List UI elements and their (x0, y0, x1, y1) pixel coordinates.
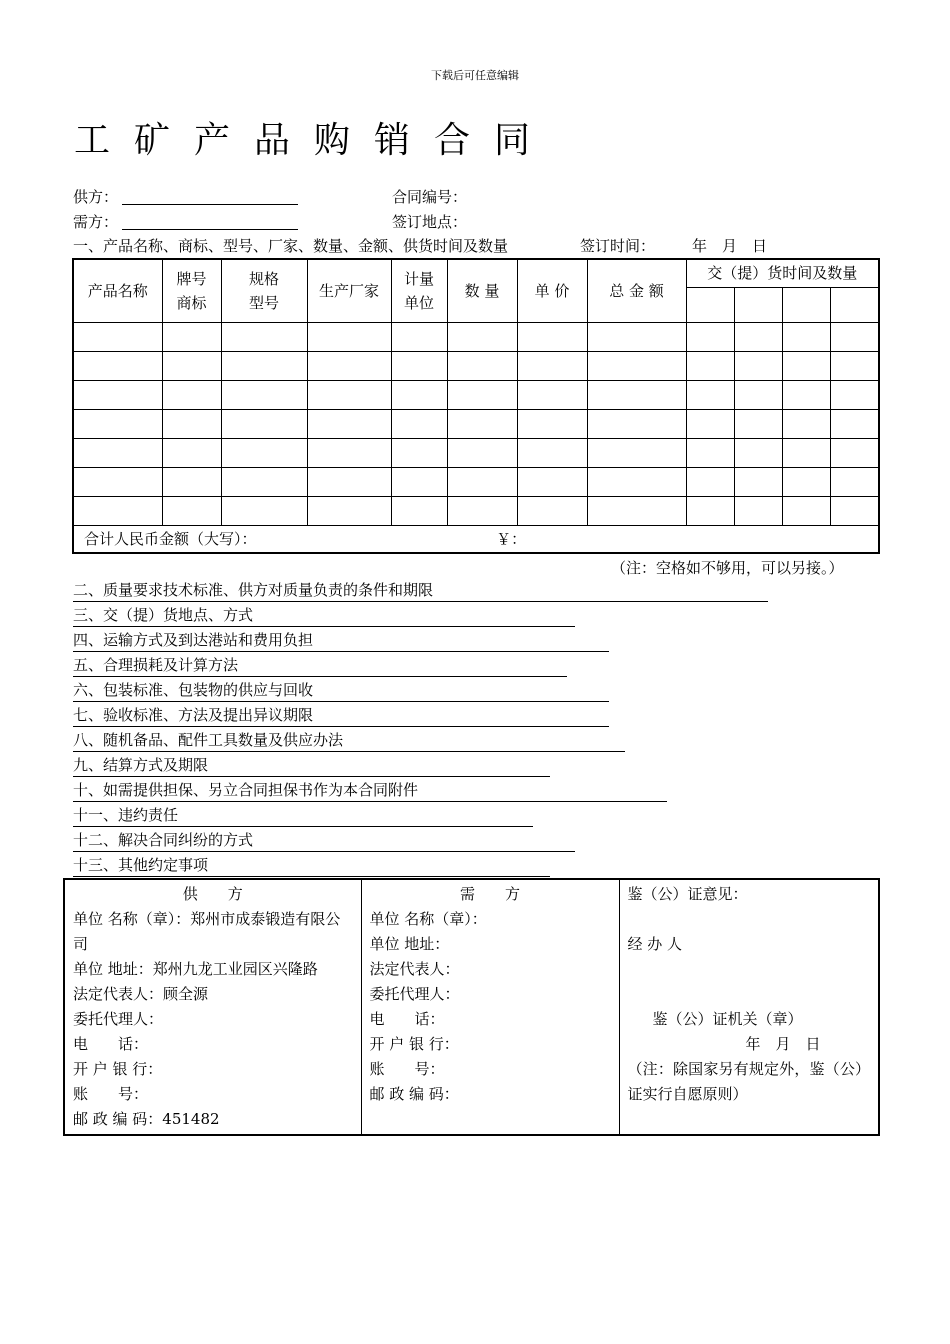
col-total-amount: 总 金 额 (587, 259, 686, 323)
supplier-agent: 委托代理人： (73, 1010, 164, 1028)
table-cell[interactable] (391, 381, 447, 410)
table-cell[interactable] (221, 352, 307, 381)
table-cell[interactable] (307, 381, 391, 410)
supplier-legal-rep: 法定代表人：顾全源 (73, 985, 209, 1003)
table-cell[interactable] (162, 381, 221, 410)
table-cell[interactable] (587, 410, 686, 439)
buyer-address: 单位 地址： (369, 935, 450, 953)
table-cell[interactable] (686, 323, 734, 352)
notary-handler: 经 办 人 (627, 935, 683, 953)
table-cell[interactable] (73, 323, 162, 352)
table-cell[interactable] (162, 439, 221, 468)
delivery-subcell[interactable] (782, 287, 830, 322)
table-cell[interactable] (734, 323, 782, 352)
table-cell[interactable] (686, 410, 734, 439)
table-cell[interactable] (517, 497, 587, 526)
table-row (73, 352, 879, 381)
buyer-heading: 需 方 (459, 885, 520, 903)
clause-8: 八、随机备品、配件工具数量及供应办法 (73, 729, 625, 752)
table-cell[interactable] (307, 323, 391, 352)
table-cell[interactable] (73, 381, 162, 410)
table-cell[interactable] (447, 497, 517, 526)
table-cell[interactable] (447, 381, 517, 410)
clause-2: 二、质量要求技术标准、供方对质量负责的条件和期限 (73, 579, 768, 602)
clause-7: 七、验收标准、方法及提出异议期限 (73, 704, 609, 727)
table-cell[interactable] (517, 323, 587, 352)
delivery-subcell[interactable] (686, 287, 734, 322)
table-cell[interactable] (782, 410, 830, 439)
clause-10: 十、如需提供担保、另立合同担保书作为本合同附件 (73, 779, 667, 802)
table-cell[interactable] (830, 439, 879, 468)
buyer-account: 账 号： (369, 1060, 445, 1078)
table-cell[interactable] (587, 352, 686, 381)
table-cell[interactable] (517, 381, 587, 410)
table-cell[interactable] (782, 381, 830, 410)
notary-date: 年 月 日 (745, 1035, 821, 1053)
table-cell[interactable] (782, 468, 830, 497)
table-cell[interactable] (686, 497, 734, 526)
page-title: 工矿产品购销合同 (74, 120, 555, 161)
clause-9: 九、结算方式及期限 (73, 754, 550, 777)
clause-6: 六、包装标准、包装物的供应与回收 (73, 679, 609, 702)
total-label: 合计人民币金额（大写）： (84, 530, 257, 548)
col-brand: 牌号 商标 (162, 259, 221, 323)
sign-place-label: 签订地点： (392, 213, 468, 231)
table-row (73, 497, 879, 526)
table-cell[interactable] (686, 468, 734, 497)
sign-time-label: 签订时间： (580, 237, 656, 255)
table-cell[interactable] (830, 497, 879, 526)
table-cell[interactable] (391, 439, 447, 468)
table-cell[interactable] (391, 497, 447, 526)
table-cell[interactable] (447, 323, 517, 352)
notary-block (619, 879, 879, 1135)
col-product-name: 产品名称 (73, 259, 162, 323)
table-cell[interactable] (734, 497, 782, 526)
clause-11: 十一、违约责任 (73, 804, 533, 827)
notary-opinion: 鉴（公）证意见： (627, 885, 748, 903)
table-cell[interactable] (830, 352, 879, 381)
table-cell[interactable] (162, 410, 221, 439)
table-cell[interactable] (686, 381, 734, 410)
table-cell[interactable] (307, 352, 391, 381)
col-delivery-header: 交（提）货时间及数量 (686, 259, 879, 287)
table-cell[interactable] (307, 497, 391, 526)
table-cell[interactable] (162, 468, 221, 497)
table-cell[interactable] (447, 468, 517, 497)
table-cell[interactable] (73, 352, 162, 381)
table-cell[interactable] (391, 468, 447, 497)
table-cell[interactable] (734, 381, 782, 410)
section-1-heading: 一、产品名称、商标、型号、厂家、数量、金额、供货时间及数量 (73, 237, 509, 255)
supplier-heading: 供 方 (182, 885, 243, 903)
table-cell[interactable] (830, 381, 879, 410)
clause-5: 五、合理损耗及计算方法 (73, 654, 567, 677)
clause-4: 四、运输方式及到达港站和费用负担 (73, 629, 609, 652)
table-cell[interactable] (73, 439, 162, 468)
table-cell[interactable] (517, 410, 587, 439)
table-cell[interactable] (517, 352, 587, 381)
buyer-postcode: 邮 政 编 码： (369, 1085, 459, 1103)
table-row (73, 323, 879, 352)
supplier-address: 单位 地址：郑州九龙工业园区兴隆路 (73, 960, 318, 978)
table-cell[interactable] (830, 468, 879, 497)
table-cell[interactable] (782, 439, 830, 468)
table-cell[interactable] (587, 497, 686, 526)
col-unit: 计量 单位 (391, 259, 447, 323)
contract-no-label: 合同编号： (392, 188, 468, 206)
sign-date: 年 月 日 (692, 237, 768, 255)
supplier-postcode: 邮 政 编 码：451482 (73, 1110, 220, 1128)
table-cell[interactable] (307, 410, 391, 439)
table-cell[interactable] (391, 410, 447, 439)
table-cell[interactable] (307, 468, 391, 497)
notary-authority: 鉴（公）证机关（章） (652, 1010, 803, 1028)
table-cell[interactable] (587, 468, 686, 497)
table-cell[interactable] (162, 352, 221, 381)
table-body (73, 323, 879, 526)
table-cell[interactable] (587, 323, 686, 352)
buyer-phone: 电 话： (369, 1010, 445, 1028)
table-cell[interactable] (782, 497, 830, 526)
col-quantity: 数 量 (447, 259, 517, 323)
product-table (72, 258, 880, 554)
table-cell[interactable] (73, 410, 162, 439)
table-row (73, 381, 879, 410)
clause-3: 三、交（提）货地点、方式 (73, 604, 575, 627)
total-yen: ￥： (496, 530, 527, 548)
table-cell[interactable] (782, 352, 830, 381)
table-cell[interactable] (734, 468, 782, 497)
supplier-phone: 电 话： (73, 1035, 149, 1053)
table-cell[interactable] (221, 410, 307, 439)
table-row (73, 439, 879, 468)
table-cell[interactable] (162, 497, 221, 526)
table-cell[interactable] (734, 352, 782, 381)
table-cell[interactable] (830, 323, 879, 352)
table-cell[interactable] (686, 439, 734, 468)
table-cell[interactable] (782, 323, 830, 352)
table-cell[interactable] (391, 352, 447, 381)
table-cell[interactable] (73, 497, 162, 526)
col-manufacturer: 生产厂家 (307, 259, 391, 323)
col-unit-price: 单 价 (517, 259, 587, 323)
buyer-field[interactable] (122, 229, 298, 230)
table-cell[interactable] (221, 439, 307, 468)
supplier-field[interactable] (122, 204, 298, 205)
buyer-legal-rep: 法定代表人： (369, 960, 460, 978)
table-cell[interactable] (221, 323, 307, 352)
table-cell[interactable] (73, 468, 162, 497)
supplier-name: 单位 名称（章）：郑州市成泰锻造有限公司 (73, 910, 341, 953)
table-cell[interactable] (162, 323, 221, 352)
table-cell[interactable] (221, 468, 307, 497)
buyer-label: 需方： (73, 213, 119, 231)
total-row (73, 526, 879, 554)
clause-12: 十二、解决合同纠纷的方式 (73, 829, 575, 852)
table-cell[interactable] (307, 439, 391, 468)
buyer-name: 单位 名称（章）： (369, 910, 487, 928)
table-cell[interactable] (391, 323, 447, 352)
page-header: 下载后可任意编辑 (431, 69, 519, 82)
table-cell[interactable] (587, 439, 686, 468)
delivery-subcell[interactable] (830, 287, 879, 322)
notary-note: （注：除国家另有规定外，鉴（公）证实行自愿原则） (627, 1060, 870, 1103)
table-note: （注：空格如不够用，可以另接。） (611, 559, 844, 577)
supplier-account: 账 号： (73, 1085, 149, 1103)
col-spec: 规格 型号 (221, 259, 307, 323)
supplier-label: 供方： (73, 188, 119, 206)
buyer-agent: 委托代理人： (369, 985, 460, 1003)
signature-table (63, 878, 880, 1136)
table-cell[interactable] (734, 439, 782, 468)
table-cell[interactable] (447, 439, 517, 468)
table-row (73, 410, 879, 439)
table-cell[interactable] (587, 381, 686, 410)
clause-13: 十三、其他约定事项 (73, 854, 550, 877)
table-cell[interactable] (517, 468, 587, 497)
table-cell[interactable] (221, 381, 307, 410)
table-cell[interactable] (447, 410, 517, 439)
buyer-block (361, 879, 619, 1135)
table-cell[interactable] (686, 352, 734, 381)
supplier-bank: 开 户 银 行： (73, 1060, 163, 1078)
table-cell[interactable] (830, 410, 879, 439)
buyer-bank: 开 户 银 行： (369, 1035, 459, 1053)
table-cell[interactable] (221, 497, 307, 526)
table-cell[interactable] (517, 439, 587, 468)
table-cell[interactable] (447, 352, 517, 381)
delivery-subcell[interactable] (734, 287, 782, 322)
table-cell[interactable] (734, 410, 782, 439)
table-row (73, 468, 879, 497)
supplier-block (64, 879, 361, 1135)
